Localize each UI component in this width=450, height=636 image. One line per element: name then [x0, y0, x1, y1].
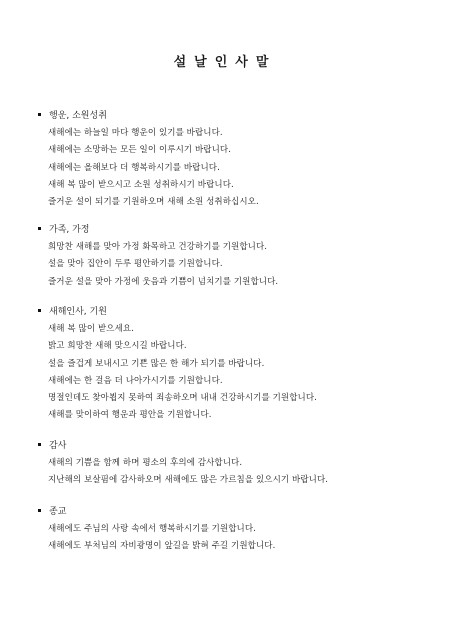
document-title: 설날인사말: [173, 55, 277, 70]
greeting-line: 설을 즐겁게 보내시고 기쁜 많은 한 해가 되기를 바랍니다.: [48, 358, 265, 369]
greeting-line: 새해에는 올해보다 더 행복하시기를 바랍니다.: [48, 162, 220, 173]
greeting-line: 지난해의 보살핌에 감사하오며 새해에도 많은 가르침을 있으시기 바랍니다.: [48, 475, 329, 486]
greeting-line: 새해에도 부처님의 자비광명이 앞길을 밝혀 주길 기원합니다.: [48, 541, 276, 552]
section-heading: [38, 437, 438, 455]
section-new-year-greetings: [38, 303, 438, 425]
section-thanks: [38, 437, 438, 490]
section-family: [38, 221, 438, 291]
section-heading: [38, 221, 438, 239]
section-heading: [38, 107, 438, 125]
section-heading-text: 감사: [49, 441, 67, 451]
greeting-line: 희망찬 새해를 맞아 가정 화목하고 건강하기를 기원합니다.: [48, 242, 268, 252]
bullet-icon: [38, 113, 41, 116]
greeting-line: 새해에도 주님의 사랑 속에서 행복하시기를 기원합니다.: [48, 524, 256, 534]
bullet-icon: [38, 443, 41, 446]
greeting-line: 명절인데도 찾아뵙지 못하여 죄송하오며 내내 건강하시기를 기원합니다.: [48, 393, 317, 404]
section-heading: [38, 503, 438, 521]
greeting-line: 즐거운 설이 되기를 기원하오며 새해 소원 성취하십시오.: [48, 197, 259, 208]
greeting-line: 즐거운 설을 맞아 가정에 웃음과 기쁨이 넘치기를 기원합니다.: [48, 276, 279, 287]
section-religion: [38, 503, 438, 556]
section-fortune-wishes: [38, 107, 438, 211]
greeting-line: 새해의 기쁨을 함께 하며 평소의 후의에 감사합니다.: [48, 458, 243, 468]
section-heading: [38, 303, 438, 321]
bullet-icon: [38, 227, 41, 230]
greeting-line: 밝고 희망찬 새해 맞으시길 바랍니다.: [48, 341, 187, 352]
section-heading-text: 종교: [49, 507, 67, 517]
bullet-icon: [38, 509, 41, 512]
greeting-line: 새해 복 많이 받으시고 소원 성취하시기 바랍니다.: [48, 179, 234, 190]
greeting-line: 설을 맞아 집안이 두루 평안하기를 기원합니다.: [48, 259, 223, 270]
section-heading-text: 새해인사, 기원: [49, 307, 107, 317]
bullet-icon: [38, 309, 41, 312]
greeting-line: 새해 복 많이 받으세요.: [48, 324, 135, 334]
greeting-line: 새해에는 하늘일 마다 행운이 있기를 바랍니다.: [48, 128, 223, 138]
section-heading-text: 행운, 소원성취: [49, 111, 107, 121]
section-heading-text: 가족, 가정: [49, 225, 90, 235]
greeting-line: 새해를 맞이하여 행운과 평안을 기원합니다.: [48, 410, 212, 421]
greeting-line: 새해에는 소망하는 모든 일이 이루시기 바랍니다.: [48, 145, 232, 156]
greeting-line: 새해에는 한 걸음 더 나아가시기를 기원합니다.: [48, 375, 223, 386]
